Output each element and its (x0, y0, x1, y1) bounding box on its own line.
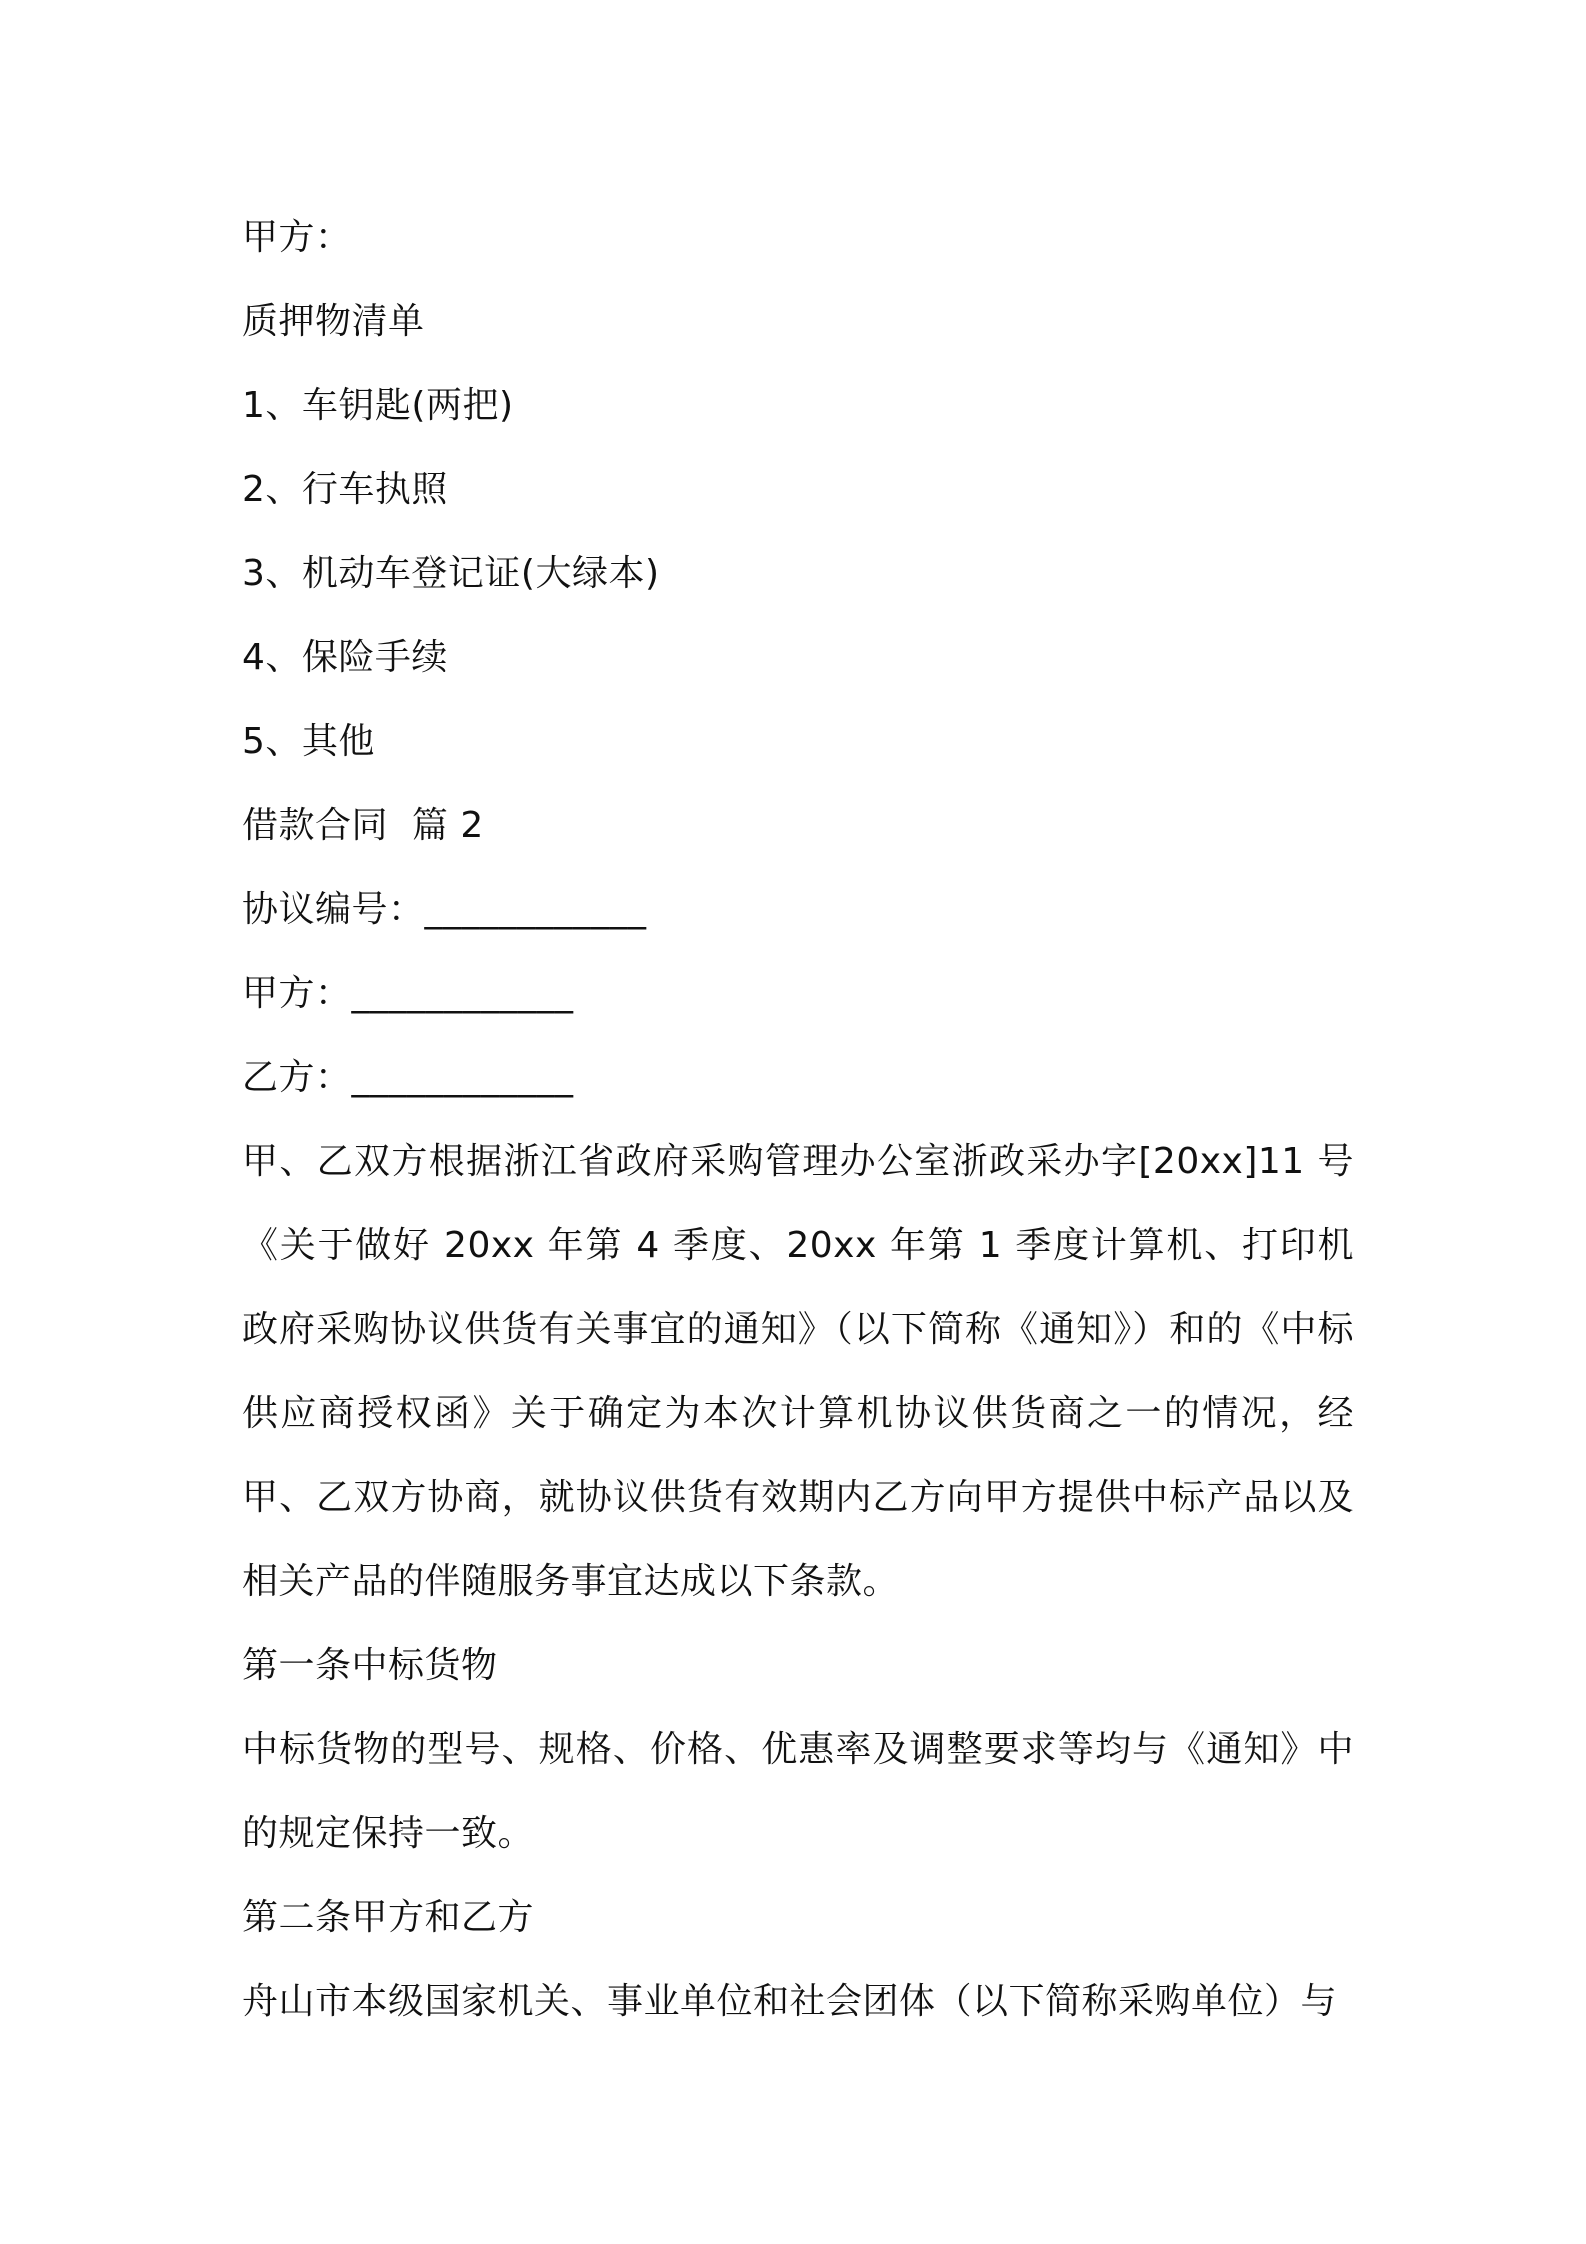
pledge-list-title: 质押物清单 (242, 301, 425, 342)
article-1-body: 中标货物的型号、规格、价格、优惠率及调整要求等均与《通知》中的规定保持一致。 (242, 1729, 1354, 1854)
pledge-item-4: 4、保险手续 (242, 637, 448, 678)
pledge-item-1: 1、车钥匙(两把) (242, 385, 514, 426)
pledge-item-5: 5、其他 (242, 721, 375, 762)
party-a-label: 甲方： (242, 217, 352, 258)
party-a-field: 甲方：____________ (242, 973, 574, 1014)
agreement-number: 协议编号：____________ (242, 889, 647, 930)
contract-title: 借款合同 篇 2 (242, 805, 484, 846)
document-body (242, 196, 1354, 2044)
pledge-item-2: 2、行车执照 (242, 469, 448, 510)
article-1-title: 第一条中标货物 (242, 1645, 498, 1686)
article-2-body: 舟山市本级国家机关、事业单位和社会团体（以下简称采购单位）与 (242, 1981, 1338, 2022)
article-2-title: 第二条甲方和乙方 (242, 1897, 535, 1938)
party-b-field: 乙方：____________ (242, 1057, 574, 1098)
pledge-item-3: 3、机动车登记证(大绿本) (242, 553, 660, 594)
intro-paragraph: 甲、乙双方根据浙江省政府采购管理办公室浙政采办字[20xx]11 号《关于做好 20xx 年第 4 季度、20xx 年第 1 季度计算机、打印机政府采购协议供货有关事宜的通知》（以下简称《通知》）和的《中标供应商授权函》关于确定为本次计算机协议供货商之一的情况，经甲、乙双方协商，就协议供货有效期内乙方向甲方提供中标产品以及相关产品的伴随服务事宜达成以下条款。 (242, 1141, 1354, 1602)
